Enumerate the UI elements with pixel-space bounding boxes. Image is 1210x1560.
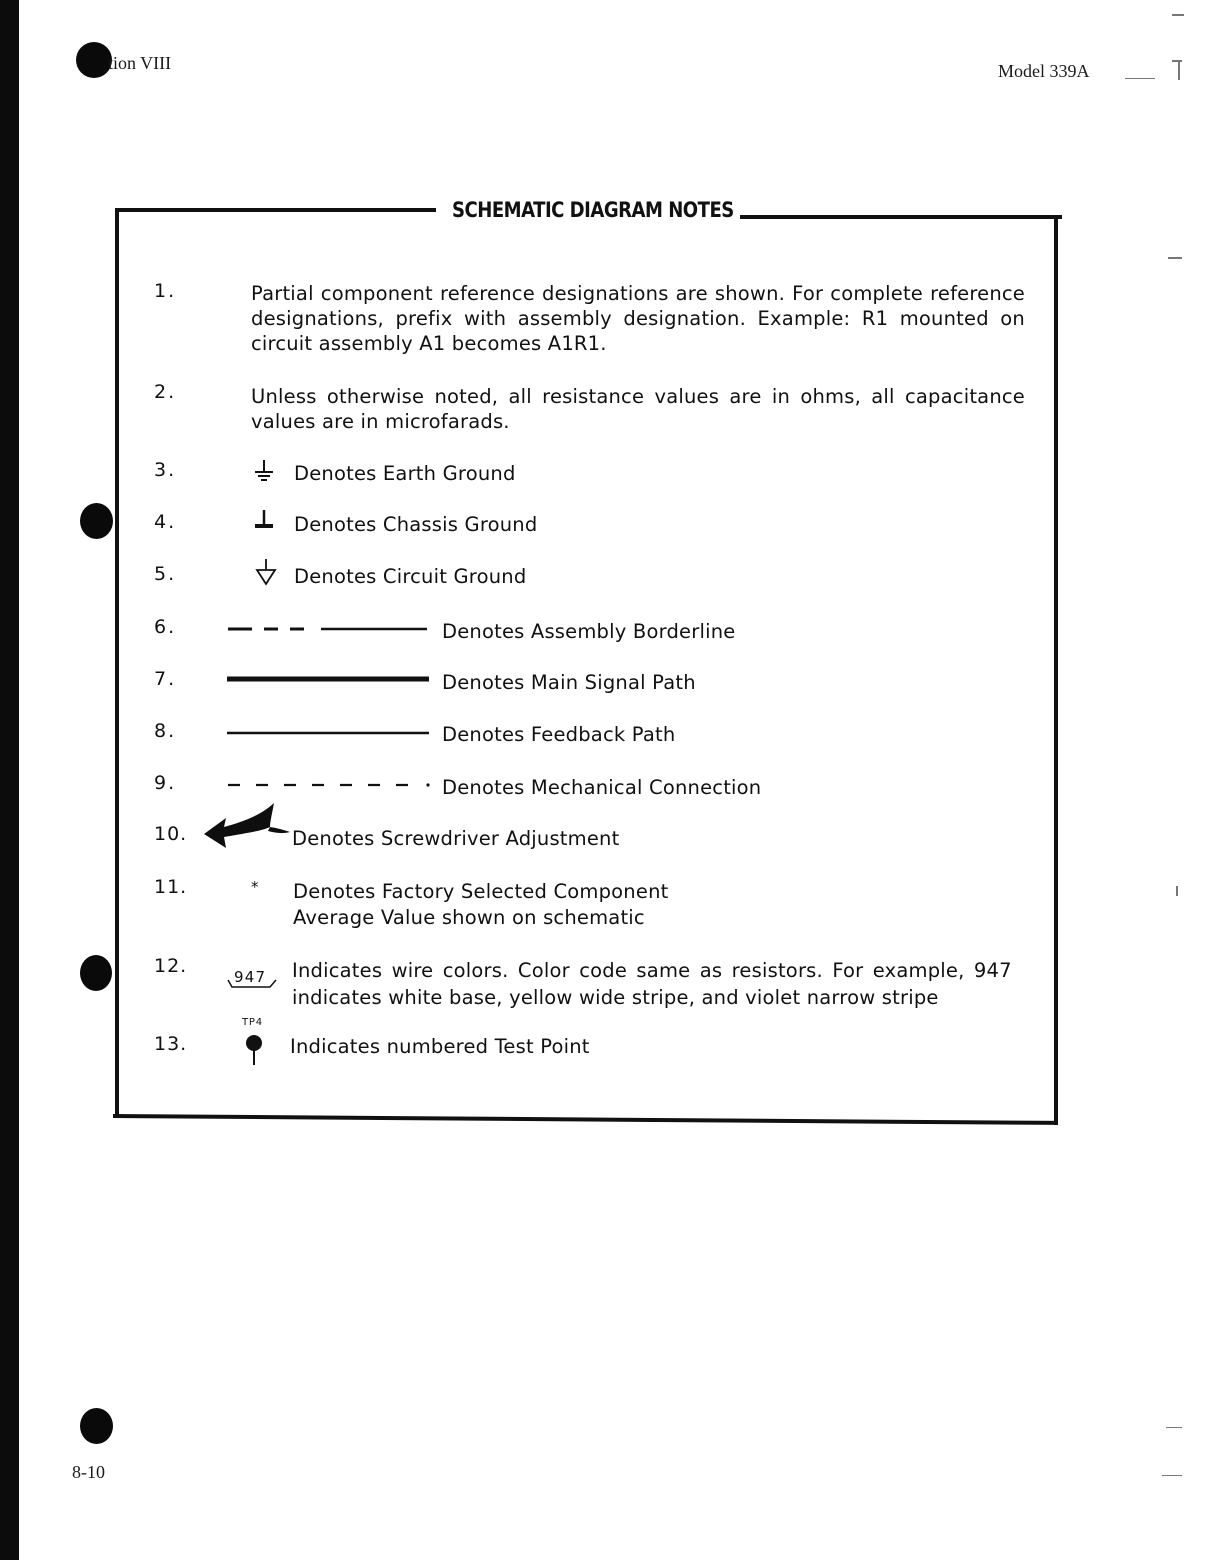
note-text: Denotes Screwdriver Adjustment (292, 827, 620, 850)
frame-top-right-rule (740, 215, 1062, 219)
frame-right-rule (1054, 215, 1058, 1125)
note-text: Denotes Feedback Path (442, 723, 676, 746)
note-number: 2. (154, 381, 177, 403)
frame-bottom-rule (113, 1114, 1058, 1125)
test-point-icon (244, 1032, 264, 1066)
note-text: Indicates wire colors. Color code same as resistors. For example, 947 (292, 959, 1012, 982)
note-number: 4. (154, 511, 177, 533)
circuit-ground-icon (254, 557, 278, 587)
note-number: 5. (154, 563, 177, 585)
notes-title: SCHEMATIC DIAGRAM NOTES (452, 198, 734, 222)
scan-speck (1176, 886, 1178, 896)
note-text-continued: indicates white base, yellow wide stripe, and violet narrow stripe (292, 986, 939, 1009)
note-text: Denotes Circuit Ground (294, 565, 527, 588)
scan-speck (1168, 257, 1182, 259)
note-number: 12. (154, 955, 188, 977)
page-number: 8-10 (72, 1462, 105, 1482)
section-label: tion VIII (108, 53, 172, 73)
feedback-path-line (225, 728, 431, 738)
test-point-label: TP4 (242, 1017, 263, 1028)
note-number: 10. (154, 823, 188, 845)
note-number: 6. (154, 616, 177, 638)
note-text-continued: Average Value shown on schematic (293, 906, 645, 929)
assembly-borderline-line (226, 624, 430, 634)
punch-hole-middle (80, 955, 112, 991)
scan-speck (1125, 78, 1155, 79)
note-text: Denotes Mechanical Connection (442, 776, 762, 799)
screwdriver-arrow-icon (202, 800, 292, 852)
note-text: Denotes Earth Ground (294, 462, 516, 485)
note-number: 9. (154, 772, 177, 794)
frame-left-rule (115, 208, 119, 1118)
model-label: Model 339A (998, 61, 1090, 81)
wire-color-code: 947 (234, 968, 267, 986)
punch-hole-top (76, 42, 112, 78)
frame-top-left-rule (116, 208, 436, 212)
scan-speck (1172, 14, 1184, 16)
main-signal-path-line (225, 673, 431, 685)
chassis-ground-icon (252, 508, 276, 534)
scan-speck (1178, 62, 1180, 80)
punch-hole-bottom (80, 1408, 113, 1444)
note-text: Denotes Factory Selected Component (293, 880, 669, 903)
note-number: 1. (154, 280, 177, 302)
note-number: 11. (154, 876, 188, 898)
wire-color-underline (226, 978, 278, 990)
note-text: Denotes Chassis Ground (294, 513, 538, 536)
note-text: Denotes Assembly Borderline (442, 620, 736, 643)
binding-strip (0, 0, 19, 1560)
note-number: 3. (154, 459, 177, 481)
note-text: Indicates numbered Test Point (290, 1035, 590, 1058)
earth-ground-icon (252, 458, 276, 484)
scan-speck (1166, 1427, 1182, 1428)
note-text: Unless otherwise noted, all resistance values are in ohms, all capacitance values are in microfarads. (251, 385, 1025, 433)
scan-speck (1172, 60, 1182, 62)
note-number: 13. (154, 1033, 188, 1055)
note-number: 8. (154, 720, 177, 742)
mechanical-connection-line (226, 780, 432, 790)
factory-selected-asterisk: * (251, 878, 259, 896)
note-number: 7. (154, 668, 177, 690)
note-text: Denotes Main Signal Path (442, 671, 696, 694)
scan-speck (1162, 1475, 1182, 1476)
note-text: Partial component reference designations are shown. For complete reference designations, prefix with assembly designation. Example: R1 mounted on circuit assembly A1 becomes A1R1. (251, 282, 1025, 355)
punch-hole-upper (80, 503, 113, 539)
